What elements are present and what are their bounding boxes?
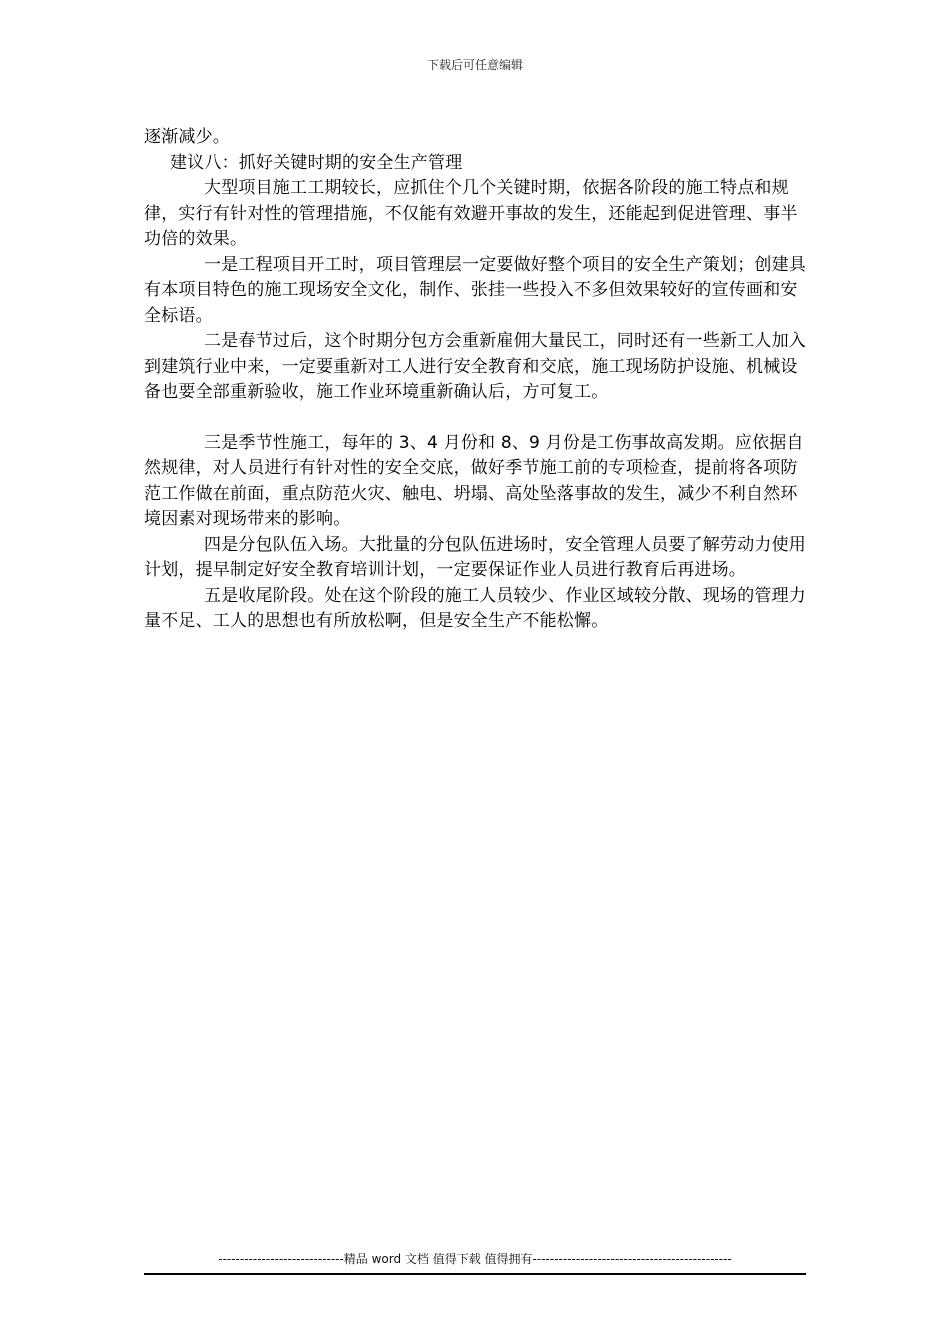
continuation-line: 逐渐减少。 xyxy=(144,127,230,147)
paragraph-after-spring-festival: 二是春节过后，这个时期分包方会重新雇佣大量民工，同时还有一些新工人加入到建筑行业中来，一定要重新对工人进行安全教育和交底，施工现场防护设施、机械设备也要全部重新验收，施工作业环境重新确认后，方可复工。 xyxy=(144,331,806,402)
paragraph-intro: 大型项目施工工期较长，应抓住个几个关键时期，依据各阶段的施工特点和规律，实行有针对性的管理措施，不仅能有效避开事故的发生，还能起到促进管理、事半功倍的效果。 xyxy=(144,178,798,249)
header-note: 下载后可任意编辑 xyxy=(426,58,523,72)
section-heading: 建议八：抓好关键时期的安全生产管理 xyxy=(170,152,463,173)
paragraph-seasonal-construction: 三是季节性施工，每年的 3、4 月份和 8、9 月份是工伤事故高发期。应依据自然规律，对人员进行有针对性的安全交底，做好季节施工前的专项检查，提前将各项防范工作做在前面，重点防范火灾、触电、坍塌、高处坠落事故的发生，减少不利自然环境因素对现场带来的影响。 xyxy=(144,432,804,529)
document-body xyxy=(144,125,808,635)
paragraph-spacer xyxy=(144,406,808,431)
footer-banner: -----------------------------精品 word 文档 值得下载 值得拥有---------------------------------------------- xyxy=(144,1251,806,1275)
paragraph-subcontractor-entry: 四是分包队伍入场。大批量的分包队伍进场时，安全管理人员要了解劳动力使用计划，提早制定好安全教育培训计划，一定要保证作业人员进行教育后再进场。 xyxy=(144,534,806,580)
paragraph-closing-stage: 五是收尾阶段。处在这个阶段的施工人员较少、作业区域较分散、现场的管理力量不足、工人的思想也有所放松啊，但是安全生产不能松懈。 xyxy=(144,585,806,631)
paragraph-project-start: 一是工程项目开工时，项目管理层一定要做好整个项目的安全生产策划；创建具有本项目特色的施工现场安全文化，制作、张挂一些投入不多但效果较好的宣传画和安全标语。 xyxy=(144,254,806,326)
